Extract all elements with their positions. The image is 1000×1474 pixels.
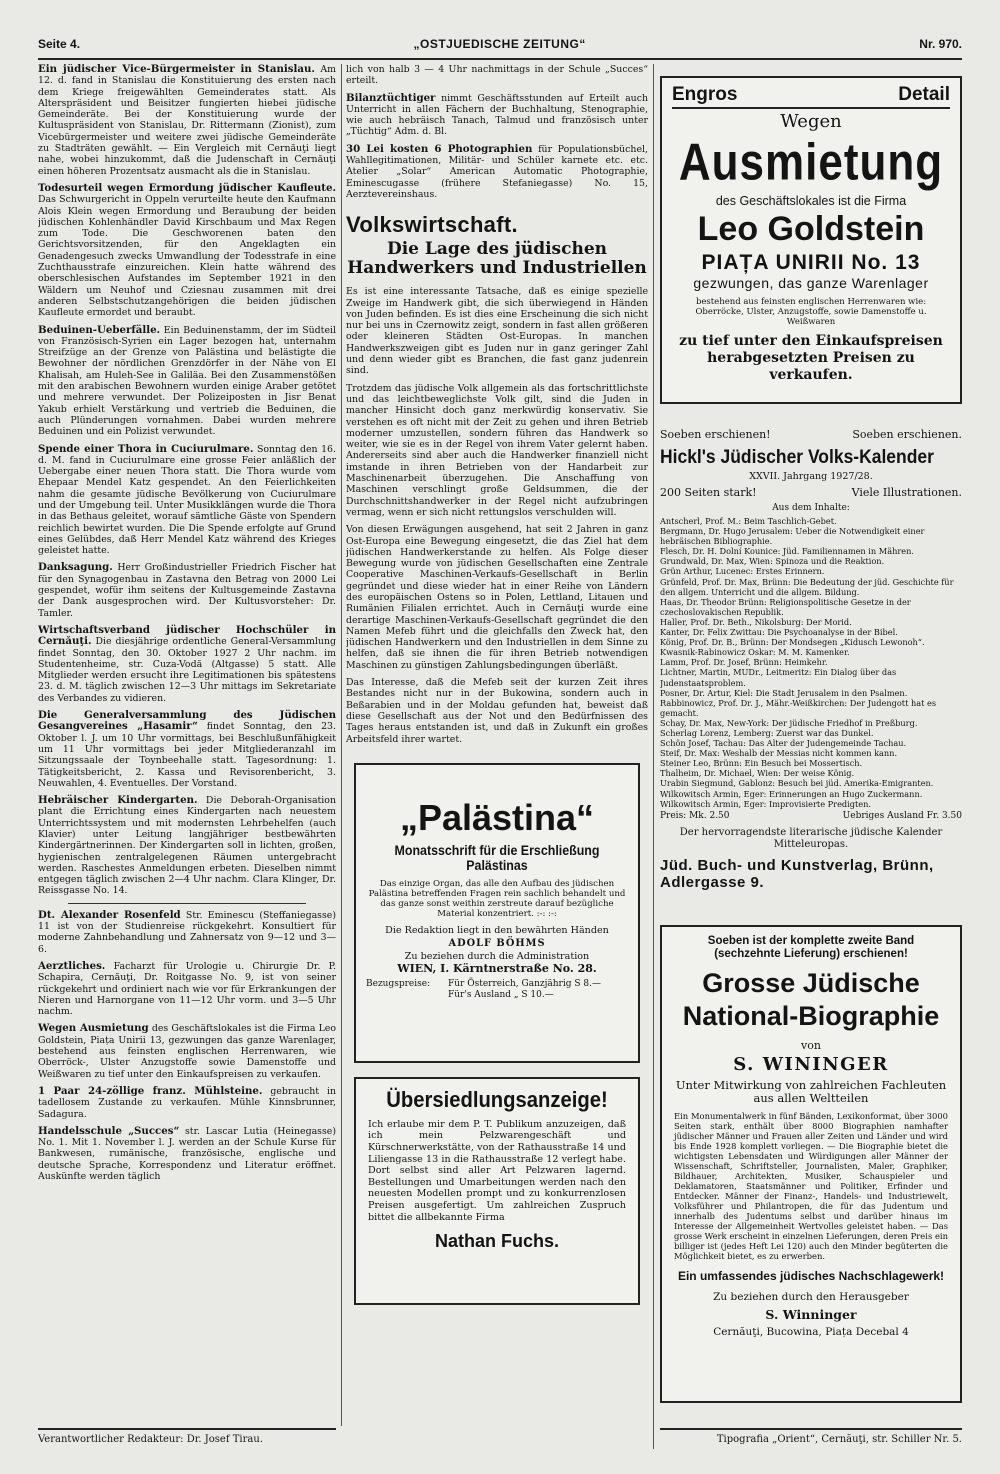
hickl-contents xyxy=(660,516,962,809)
news-item xyxy=(38,64,336,177)
list-item: Rabbinowicz, Prof. Dr. J., Mähr.-Weißkirchen: Der Judengott hat es gemacht. xyxy=(660,697,937,718)
news-item xyxy=(38,1126,336,1182)
news-text: für Populationsbüchel, Wahllegitimationen, Militär- und Schüler karnete etc. etc. Atelier „Solar“ American Automatic Photographie, Eminescugasse (frühere Stefaniegasse) No. 15, Aerztevereinshaus. xyxy=(346,143,648,200)
bio-description: Ein Monumentalwerk in fünf Bänden, Lexikonformat, über 3000 Seiten stark, enthält über 8000 Biographien namhafter jüdischer Männer und Frauen aller Zeiten und Länder und wird bis Ende 1928 komplett vorliegen. — Die Biographie bietet die wichtigsten Lebensdaten und Würdigungen aller Männer der Wissenschaft, Schriftsteller, Journalisten, Maler, Graphiker, Bildhauer, Architekten, Musiker, Schauspieler und Deklamatoren, Staatsmänner und Politiker, Erfinder und Entdecker. Männer der Finanz-, Handels- und Industriewelt, Volksführer und Philantropen, die für das Judentum und innerhalb des Judentums selbst und darüber hinaus im Interesse der Allgemeinheit Wertvolles geleistet haben. — Das grosse Werk erscheint in einzelnen Lieferungen, deren Preis ein billiger ist (jedes Heft Lei 120) auch den Minder begüterten die Möglichkeit bietet, es zu erwerben. xyxy=(674,1110,948,1261)
list-item: Posner, Dr. Artur, Kiel: Die Stadt Jerusalem in den Psalmen. xyxy=(660,687,908,698)
goldstein-header xyxy=(672,84,950,109)
bio-von: von xyxy=(801,1038,821,1052)
palaestina-ad xyxy=(354,763,640,1063)
list-item: Kanter, Dr. Felix Zwittau: Die Psychoanalyse in der Bibel. xyxy=(660,627,898,638)
goldstein-gezwungen: gezwungen, das ganze Warenlager xyxy=(693,275,929,291)
article-paragraph: Trotzdem das jüdische Volk allgemein als das fortschrittlichste und das leichtbeweglichste Volk gilt, sind die Juden in mancher Hinsicht doch ganz merkwürdig konservativ. Sie verstehen es oft nicht mit der Zeit zu gehen und ihren Betrieb moderner umzustellen, sondern führen das Handwerk so weiter, wie sie es in der Regel von ihrem Vater gelernt haben. Andererseits sind aber auch die Handwerker finanziell nicht imstande in ihren Betrieben von der Handarbeit zur Maschinenarbeit überzugehen. Die Anschaffung von Maschinen verschlingt große Geldsummen, die der Durchschnittshandwerker in der Regel nicht aufzubringen vermag, wenn er sich nicht rettungslos verschulden will. xyxy=(346,382,648,518)
news-title: Spende einer Thora in Cuciurulmare. xyxy=(38,442,254,455)
hickl-contents-label: Aus dem Inhalte: xyxy=(772,503,850,513)
news-title: Hebräischer Kindergarten. xyxy=(38,794,198,807)
goldstein-des: des Geschäftslokales ist die Firma xyxy=(715,194,907,208)
news-item xyxy=(38,444,336,557)
detail-label: Detail xyxy=(898,84,950,105)
price-austria: Für Österreich, Ganzjährig S 8.— xyxy=(448,978,601,989)
news-title: Die Generalversammlung des Jüdischen Gesangvereines „Hasamir“ xyxy=(38,709,336,733)
news-item xyxy=(38,183,336,319)
hickl-title: Hickl's Jüdischer Volks-Kalender xyxy=(660,447,934,468)
news-item xyxy=(38,1023,336,1079)
news-text: Sonntag den 16. d. M. fand in Cuciurulmare eine grosse Feier anläßlich der Uebergabe einer neuen Thora statt. Die Thora wurde vom Ehepaar Mendel Katz gespendet. An den Feierlichkeiten nahm die gesamte jüdische Bevölkerung von Cuciurulmare und der Umgebung teil. Unter Musikklängen wurde die Thora in das Bethaus geleitet, worauf sämtliche Gäste von Spendern reichlich bewirtet wurden. Die Die Spende erfolgte auf Grund eines Gelübdes, daß Herr Mendel Katz während des Krieges geleistet hatte. xyxy=(38,443,336,557)
news-item xyxy=(38,562,336,618)
list-item: Bergmann, Dr. Hugo Jerusalem: Ueber die Notwendigkeit einer hebräischen Bibliographie. xyxy=(660,526,925,547)
news-title: Todesurteil wegen Ermordung jüdischer Kaufleute. xyxy=(38,181,336,194)
news-item xyxy=(346,93,648,138)
soeben-right: Soeben erschienen. xyxy=(852,428,962,441)
bio-slogan: Ein umfassendes jüdisches Nachschlagewerk! xyxy=(677,1268,945,1283)
news-text: str. Lascar Lutia (Heinegasse) No. 1. Mit 1. November l. J. werden an der Schule Kurse für Bankwesen, rumänische, französische, englische und deutsche Sprache, Korrespondenz und Literatur eröffnet. Auskünfte werden täglich xyxy=(38,1125,336,1183)
hickl-announce xyxy=(660,428,962,441)
palaestina-address: WIEN, I. Kärntnerstraße No. 28. xyxy=(397,961,597,975)
issue-number: Nr. 970. xyxy=(919,37,962,51)
news-text: Die diesjährige ordentliche General-Versammlung findet Sonntag, den 30. Oktober 1927 2 Uhr nachm. im Studentenheime, str. Cuza-Vodă (Altgasse) 5 statt. Alle Mitglieder werden ersucht ihre Legitimationen bis spätestens 23. d. M. täglich zwischen 12—3 Uhr mittags im Sekretariate des Verbandes zu vidieren. xyxy=(38,636,336,704)
news-text: Ein Beduinenstamm, der im Südteil von Französisch-Syrien ein Lager bezogen hat, unternahm Streifzüge an der Grenze von Palästina und belästigte die Bewohner der nördlichen Grenzdörfer in der Nähe von El Khalisah, am Huleh-See in Galiläa. Bei den Zusammenstößen mit den arabischen Bewohnern wurden einige Araber getötet und mehrere verwundet. Der Polizeiposten in Jisr Benat Yakub erhielt Verstärkung und vertrieb die Beduinen, die auch Plünderungen vornahmen. Dabei wurden mehrere Beduinen und ein Polizist verwundet. xyxy=(38,324,336,438)
goldstein-ausmietung: Ausmietung xyxy=(678,133,944,192)
news-title: Handelsschule „Succes“ xyxy=(38,1124,180,1137)
section-title: Volkswirtschaft. xyxy=(346,212,518,238)
news-text: Facharzt für Urologie u. Chirurgie Dr. P. Schapira, Cernăuţi, Dr. Roitgasse No. 9, ist von seiner rückgekehrt und ordiniert nach wie vor für Erkrankungen der Nieren und Harnorgane von 11—12 Uhr vorm. und 3—5 Uhr nachm. xyxy=(38,960,336,1018)
palaestina-editor: ADOLF BÖHMS xyxy=(448,937,546,949)
news-item xyxy=(38,795,336,897)
article-paragraph: Von diesen Erwägungen ausgehend, hat seit 2 Jahren in ganz Ost-Europa eine Bewegung eingesetzt, die das Ziel hat dem jüdischen Handwerkerstande zu helfen. Als Folge dieser Bewegung wurde von jüdischen Gesellschaften eine Zentrale Cooperative Maschinen-Verkaufs-Gesellschaft in Berlin gegründet und diese wieder hat in einer Reihe von Ländern des europäischen Ostens so in Polen, Lettland, Litauen und Rumänien Filialen errichtet. Auch in Cernăuţi wurde eine derartige Maschinen-Verkaufs-Gesellschaft gegründet die den Namen Mefeb führt und die gleichfalls den Zweck hat, den jüdischen Handwerkern und den Industriellen in dem Sinne zu helfen, daß sie ihnen die für ihren Betrieb notwendigen Maschinen zu günstigen Zahlungsbedingungen überläßt. xyxy=(346,524,648,671)
article-headline: Die Lage des jüdischen Handwerkers und Industriellen xyxy=(347,239,647,279)
news-text: Herr Großindustrieller Friedrich Fischer hat für den Synagogenbau in Zastavna den Betrag von 2000 Lei gespendet, wofür ihm seitens der Kultusgemeinde Zastavna der Dank ausgesprochen wird. Der Kultusvorsteher: Dr. Tamler. xyxy=(38,562,336,619)
masthead xyxy=(38,34,962,54)
hickl-tagline: Der hervorragendste literarische jüdische Kalender Mitteleuropas. xyxy=(679,826,943,850)
bio-bezug: Zu beziehen durch den Herausgeber xyxy=(713,1290,909,1303)
news-title: Wirtschaftsverband jüdischer Hochschüler in Cernăuţi. xyxy=(38,623,336,648)
hickl-price xyxy=(660,811,962,821)
news-text: Die Deborah-Organisation plant die Errichtung eines Kindergarten nach neuestem Unterrichtssystem und mit modernsten Lehrbehelfen (auch Klavier) unter Leitung langjähriger bestbewährten Kindergärtnerinnen. Der Kindergarten soll in lichten, großen, hygienischen zentralgelegenen Räumen untergebracht werden. Raschestes Anmeldungen erbeten. Dieselben nimmt entgegen täglich zwischen 2—4 Uhr nachm. Clara Klinger, Dr. Reissgasse No. 14. xyxy=(38,795,336,897)
news-text: gebraucht in tadellosem Zustande zu verkaufen. Mühle Kinnsbrunner, Sadagura. xyxy=(38,1085,336,1120)
column-1 xyxy=(38,64,336,1424)
newspaper-title: „OSTJUEDISCHE ZEITUNG“ xyxy=(413,37,586,51)
prices-label: Bezugspreise: xyxy=(366,978,431,989)
list-item: Wilkowitsch Armin, Eger: Improvisierte Predigten. xyxy=(660,798,872,809)
goldstein-name: Leo Goldstein xyxy=(697,210,925,248)
news-title: Danksagung. xyxy=(38,561,113,574)
news-item xyxy=(346,144,648,200)
list-item: Lichtner, Martin, MUDr., Leitmeritz: Ein Dialog über das Judenstaatsproblem. xyxy=(660,667,897,688)
editor-footer: Verantwortlicher Redakteur: Dr. Josef Tirau. xyxy=(38,1428,336,1445)
bio-author: S. WININGER xyxy=(733,1053,889,1075)
column-2 xyxy=(346,64,648,1449)
hickl-jahrgang: XXVII. Jahrgang 1927/28. xyxy=(749,471,873,482)
list-item: Haas, Dr. Theodor Brünn: Religionspolitische Gesetze in der czechoslovakischen Republik. xyxy=(660,596,911,617)
biographie-ad xyxy=(660,925,962,1403)
palaestina-title: „Palästina“ xyxy=(399,796,595,838)
list-item: Schay, Dr. Max, New-York: Der jüdische Friedhof in Preßburg. xyxy=(660,717,918,728)
news-item xyxy=(38,625,336,704)
bio-address: Cernăuţi, Bucowina, Piața Decebal 4 xyxy=(713,1325,909,1338)
list-item: Grünfeld, Prof. Dr. Max, Brünn: Die Bedeutung der jüd. Geschichte für den allgem. Unterricht und die allgem. Bildung. xyxy=(660,576,954,597)
list-item: Thalheim, Dr. Michael, Wien: Der weise König. xyxy=(660,768,855,779)
news-item xyxy=(38,325,336,438)
news-title: Beduinen-Ueberfälle. xyxy=(38,323,161,336)
list-item: Antscherl, Prof. M.: Beim Taschlich-Gebet. xyxy=(660,516,837,526)
goldstein-ad xyxy=(660,76,962,404)
header-rule xyxy=(38,58,962,60)
list-item: Urabin Siegmund, Gablonz: Besuch bei jüd. Amerika-Emigranten. xyxy=(660,778,934,789)
palaestina-prices xyxy=(366,979,628,1001)
news-title: Ein jüdischer Vice-Bürgermeister in Stanislau. xyxy=(38,64,315,75)
column-divider xyxy=(341,64,342,1426)
list-item: Lamm, Prof. Dr. Josef, Brünn: Heimkehr. xyxy=(660,657,828,668)
price-ausland: Uebriges Ausland Fr. 3.50 xyxy=(842,810,962,821)
palaestina-redaktion: Die Redaktion liegt in den bewährten Händen xyxy=(385,924,609,936)
news-item xyxy=(38,710,336,789)
uebersiedlung-title: Übersiedlungsanzeige! xyxy=(386,1086,608,1112)
hickl-pages: 200 Seiten stark! xyxy=(660,486,757,499)
hickl-illustrations: Viele Illustrationen. xyxy=(851,486,962,499)
hickl-ad xyxy=(660,428,962,891)
soeben-left: Soeben erschienen! xyxy=(660,428,771,441)
news-item xyxy=(38,910,336,955)
news-item xyxy=(38,961,336,1017)
column-3 xyxy=(660,64,962,1449)
printer-footer: Tipografia „Orient“, Cernăuţi, str. Schiller Nr. 5. xyxy=(660,1428,962,1445)
separator xyxy=(68,903,306,904)
article-paragraph: Das Interesse, daß die Mefeb seit der kurzen Zeit ihres Bestandes nicht nur in der Bukowina, sondern auch in Beßarabien und in der Moldau gefunden hat, beweist daß diese Gesellschaft aus der Not und den Bedürfnissen des Tages heraus entstanden ist, und daß in Zukunft ein großes Arbeitsfeld ihrer wartet. xyxy=(346,677,648,745)
list-item: Wilkowitsch Armin, Eger: Erinnerungen an Hugo Zuckermann. xyxy=(660,788,923,799)
engros-label: Engros xyxy=(672,84,738,105)
palaestina-bezug: Zu beziehen durch die Administration xyxy=(404,950,590,962)
news-title: Bilanztüchtiger xyxy=(346,91,436,104)
news-title: Dt. Alexander Rosenfeld xyxy=(38,908,181,921)
news-text: Str. Eminescu (Steffaniegasse) 11 ist von der Studienreise rückgekehrt. Konsultiert für moderne Zahnbehandlung und Zahnersatz von 9—12 und 3—6. xyxy=(38,909,336,955)
list-item: Scherlag Lorenz, Lemberg: Zuerst war das Dunkel. xyxy=(660,727,874,738)
news-title: Wegen Ausmietung xyxy=(38,1022,149,1035)
list-item: Grundwald, Dr. Max, Wien: Spinoza und die Reaktion. xyxy=(660,556,885,567)
page-label: Seite 4. xyxy=(38,37,81,51)
news-title: 30 Lei kosten 6 Photographien xyxy=(346,142,533,155)
list-item: Steif, Dr. Max: Weshalb der Messias nicht kommen kann. xyxy=(660,748,898,759)
list-item: Grün Arthur, Lucenec: Erstes Erinnern. xyxy=(660,566,825,577)
bio-publisher: S. Winninger xyxy=(765,1306,857,1322)
news-text: des Geschäftslokales ist die Firma Leo Goldstein, Piața Unirii 13, gezwungen das ganze Warenlager, bestehend aus feinsten englischen Herrenwaren, wie Oberröck-, Ulster Anzugstoffe sowie Damenstoffe und Weißwaren zu tief unter den Einkaufspreisen zu verkaufen. xyxy=(38,1023,336,1080)
news-title: Aerztliches. xyxy=(38,959,106,972)
list-item: Flesch, Dr. H. Dolní Kounice: Jüd. Familiennamen in Mähren. xyxy=(660,546,914,557)
uebersiedlung-text: Ich erlaube mir dem P. T. Publikum anzuzeigen, daß ich mein Pelzwarengeschäft und Kürschnerwerkstätte, von der Rathausstraße 14 und Liliengasse 13 in die Rathausstraße 12 verlegt habe. Dort selbst sind aller Art Pelzwaren lagernd. Bestellungen und Umarbeitungen werden nach den neuesten Modellen prompt und zu konkurrenzlosen Preisen ausgefertigt. Um zahlreichen Zuspruch bittet die allbekannte Firma xyxy=(368,1118,626,1223)
news-text: findet Sonntag, den 23. Oktober l. J. um 10 Uhr vormittags, bei Beschlußunfähigkeit um 11 Uhr vormittags bei jeder Mitgliederanzahl im Sitzungssaale der Toynbeehalle statt. Tagesordnung: 1. Tätigkeitsbericht, 2. Kassa und Revisorenbericht, 3. Neuwahlen, 4. Eventuelles. Der Vorstand. xyxy=(38,721,336,789)
list-item: König, Prof. Dr. B., Brünn: Der Mondsegen „Kidusch Lewonoh“. xyxy=(660,637,925,648)
price-mk: Preis: Mk. 2.50 xyxy=(660,810,730,821)
bio-collab: Unter Mitwirkung von zahlreichen Fachleuten aus allen Weltteilen xyxy=(675,1077,947,1105)
news-item xyxy=(346,64,648,87)
news-text: nimmt Geschäftsstunden auf Erteilt auch Unterricht in allen Fächern der Buchhaltung, Stenographie, wie auch hebräisch Tanach, Talmud und französisch unter „Tüchtig“ Adm. d. Bl. xyxy=(346,92,648,138)
hickl-info xyxy=(660,486,962,499)
price-list xyxy=(448,979,601,1001)
goldstein-wegen: Wegen xyxy=(780,111,842,132)
news-text: Das Schwurgericht in Oppeln verurteilte heute den Kaufmann Alois Klein wegen Ermordung und Beraubung der beiden jüdischen Kohlenhändler David Kirschbaum und Max Regen zum Tode. Die Geschworenen baten den Gerichtsvorsitzenden, für den Angeklagten ein Genadengesuch zwecks Umwandlung der Todesstrafe in eine Zuchthausstrafe einzureichen. Klein hatte während des oberschlesischen Aufstandes im September 1921 in den Wäldern um Neuhof und Cziesnau zusammen mit drei anderen Selbstschutzangehörigen die beiden jüdischen Kaufleute ermordet und beraubt. xyxy=(38,194,336,319)
article-paragraph: Es ist eine interessante Tatsache, daß es einige spezielle Zweige im Handwerk gibt, die sich überwiegend in Händen von Juden befinden. Es ist dies eine Erscheinung die sich nicht nur bei uns in Czernowitz zeigt, sondern in fast allen größeren oder kleineren Städten Ost-Europas. In manchen Handwerkszweigen gibt es Juden nur in ganz geringer Zahl und denn wieder gibt es Branchen, die fast ganz judenrein sind. xyxy=(346,286,648,377)
list-item: Kwasnik-Rabinowicz Oskar: M. M. Kamenker. xyxy=(660,647,850,658)
palaestina-description: Das einzige Organ, das alle den Aufbau des jüdischen Palästina betreffenden Fragen rein sachlich behandelt und das ganze sonst weithin zerstreute darauf bezügliche Material konzentriert. :-: :-: xyxy=(368,878,626,919)
palaestina-subtitle: Monatsschrift für die Erschließung Palästinas xyxy=(394,842,600,873)
bio-title: Grosse Jüdische National-Biographie xyxy=(682,967,940,1031)
news-item xyxy=(38,1086,336,1120)
bio-announce: Soeben ist der komplette zweite Band (sechzehnte Lieferung) erschienen! xyxy=(707,934,915,960)
news-title: 1 Paar 24-zöllige franz. Mühlsteine. xyxy=(38,1084,263,1097)
list-item: Haller, Prof. Dr. Beth., Nikolsburg: Der Morid. xyxy=(660,616,852,627)
list-item: Steiner Leo, Brünn: Ein Besuch bei Mossertisch. xyxy=(660,758,863,769)
hickl-publisher: Jüd. Buch- und Kunstverlag, Brünn, Adlergasse 9. xyxy=(660,856,934,891)
goldstein-goods: bestehend aus feinsten englischen Herrenwaren wie: Oberröcke, Ulster, Anzugstoffe, sowie Damenstoffe u. Weißwaren xyxy=(695,297,927,327)
goldstein-prices: zu tief unter den Einkaufspreisen herabgesetzten Preisen zu verkaufen. xyxy=(679,333,943,383)
price-abroad: Für's Ausland „ S 10.— xyxy=(448,989,554,1000)
uebersiedlung-name: Nathan Fuchs. xyxy=(434,1231,559,1252)
uebersiedlung-ad xyxy=(354,1077,640,1305)
column-divider xyxy=(653,64,654,1449)
news-text: Am 12. d. fand in Stanislau die Konstituierung des ersten nach dem Kriege freigewählten Gemeinderates statt. Als Alterspräsident und Beisitzer fungierten hiebei jüdische Gemeinderäte. Bei der Konstituierung wurde der Kultuspräsident von Stanislau, Dr. Rittermann (Zionist), zum Vicebürgermeister und weitere zwei jüdische Gemeinderäte zu Stadträten gewählt. — Ein Vergleich mit Cernăuţi liegt nahe, wobei hinzukommt, daß die Judenschaft in Cernăuţi einen höheren Prozentsatz ausmacht als die in Stanislau. xyxy=(38,64,336,177)
list-item: Schön Josef, Tachau: Das Alter der Judengemeinde Tachau. xyxy=(660,738,907,749)
news-text: lich von halb 3 — 4 Uhr nachmittags in der Schule „Succes“ erteilt. xyxy=(346,64,648,87)
goldstein-address: PIAȚA UNIRII No. 13 xyxy=(701,251,921,274)
